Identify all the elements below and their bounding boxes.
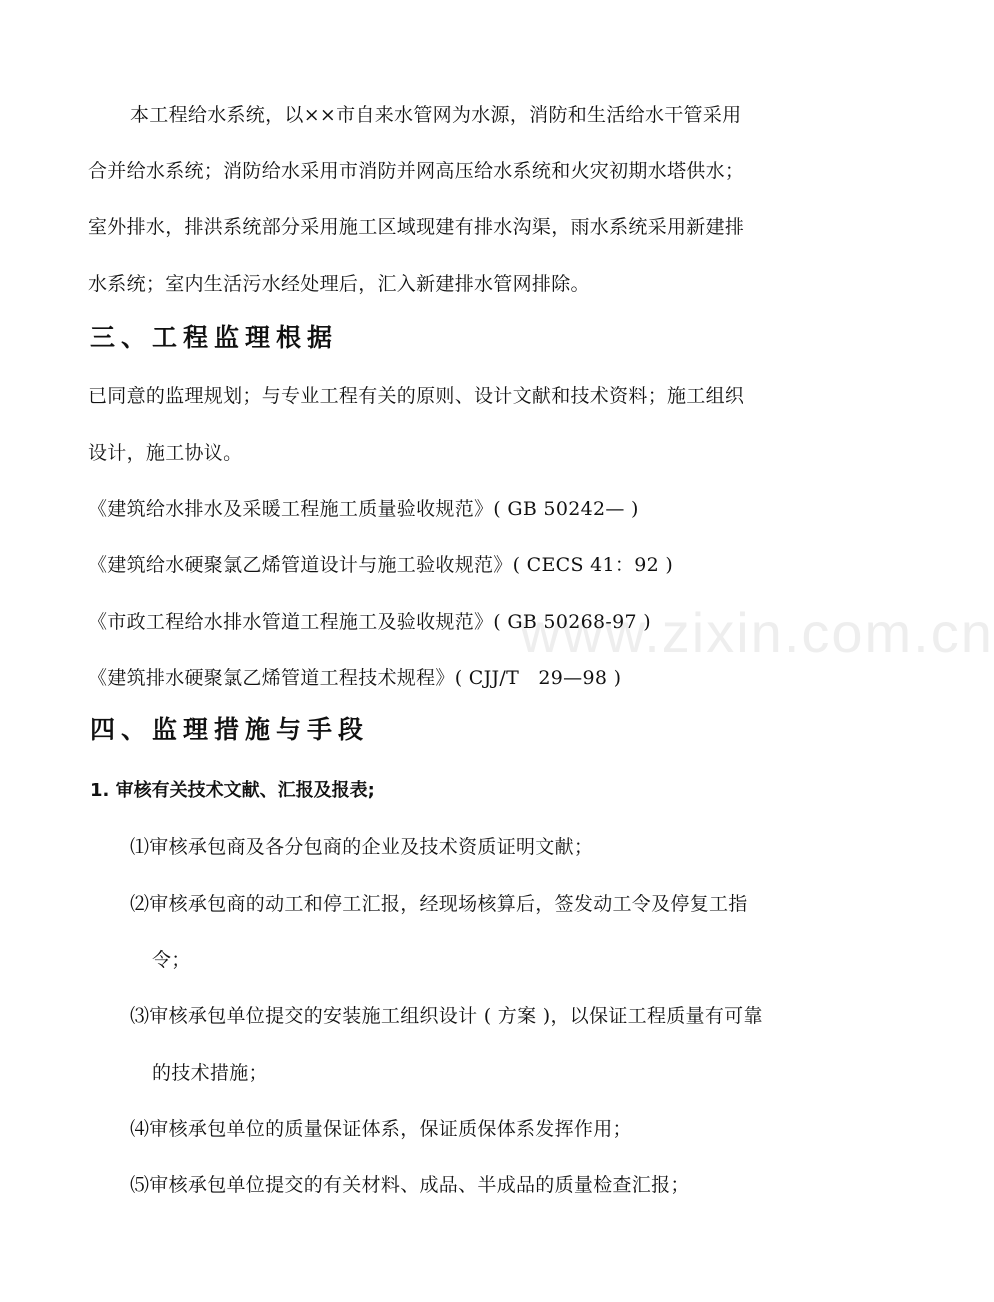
watermark: www.zixin.com.cn [520, 601, 994, 664]
review-item: ⑴审核承包商及各分包商的企业及技术资质证明文献； [130, 836, 594, 858]
standard-item: 《市政工程给水排水管道工程施工及验收规范》( GB 50268-97 ) [88, 611, 651, 633]
section-3-para-line-1: 已同意的监理规划；与专业工程有关的原则、设计文献和技术资料；施工组织 [88, 385, 745, 407]
section-3-para-line-2: 设计，施工协议。 [88, 442, 243, 464]
review-item: ⑸审核承包单位提交的有关材料、成品、半成品的质量检查汇报； [130, 1174, 690, 1196]
standard-item: 《建筑排水硬聚氯乙烯管道工程技术规程》( CJJ/T 29—98 ) [88, 667, 622, 689]
review-item: ⑵审核承包商的动工和停工汇报，经现场核算后，签发动工令及停复工指 [130, 893, 748, 915]
standard-item: 《建筑给水排水及采暖工程施工质量验收规范》( GB 50242— ) [88, 498, 639, 520]
review-item-continuation: 令； [152, 949, 191, 971]
intro-line-4: 水系统；室内生活污水经处理后，汇入新建排水管网排除。 [88, 273, 590, 295]
intro-line-1: 本工程给水系统，以××市自来水管网为水源，消防和生活给水干管采用 [130, 104, 742, 126]
section-4-heading: 四、监理措施与手段 [90, 715, 370, 744]
review-item: ⑶审核承包单位提交的安装施工组织设计 ( 方案 )，以保证工程质量有可靠 [130, 1005, 763, 1027]
standard-item: 《建筑给水硬聚氯乙烯管道设计与施工验收规范》( CECS 41：92 ) [88, 554, 674, 576]
section-4-subheading: 1. 审核有关技术文献、汇报及报表; [90, 780, 375, 801]
section-3-heading: 三、工程监理根据 [90, 323, 339, 352]
intro-line-2: 合并给水系统；消防给水采用市消防并网高压给水系统和火灾初期水塔供水； [88, 160, 745, 182]
review-item-continuation: 的技术措施； [152, 1062, 268, 1084]
review-item: ⑷审核承包单位的质量保证体系，保证质保体系发挥作用； [130, 1118, 632, 1140]
intro-line-3: 室外排水，排洪系统部分采用施工区域现建有排水沟渠，雨水系统采用新建排 [88, 216, 745, 238]
